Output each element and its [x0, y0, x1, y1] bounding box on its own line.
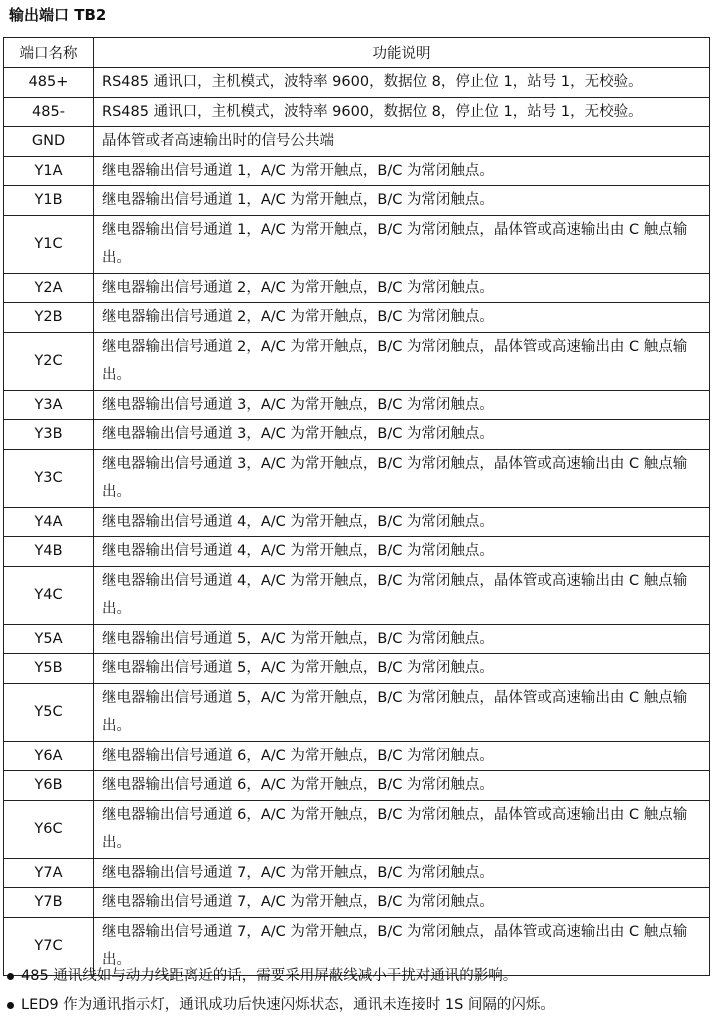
description-cell: 继电器输出信号通道 6，A/C 为常开触点，B/C 为常闭触点，晶体管或高速输出由 C 触点输出。: [94, 800, 710, 858]
note-text: LED9 作为通讯指示灯，通讯成功后快速闪烁状态，通讯未连接时 1S 间隔的闪烁。: [21, 997, 555, 1013]
port-name-cell: Y7C: [4, 917, 94, 975]
note-item: [6, 962, 710, 991]
description-cell: 继电器输出信号通道 1，A/C 为常开触点，B/C 为常闭触点，晶体管或高速输出由 C 触点输出。: [94, 215, 710, 273]
table-row: [4, 507, 710, 537]
description-cell: 继电器输出信号通道 7，A/C 为常开触点，B/C 为常闭触点。: [94, 858, 710, 888]
output-port-table: [3, 37, 710, 976]
table-row: [4, 273, 710, 303]
port-name-cell: Y5A: [4, 624, 94, 654]
table-row: [4, 741, 710, 771]
description-cell: 继电器输出信号通道 3，A/C 为常开触点，B/C 为常闭触点，晶体管或高速输出由 C 触点输出。: [94, 449, 710, 507]
table-row: [4, 624, 710, 654]
table-row: [4, 68, 710, 98]
description-cell: 继电器输出信号通道 6，A/C 为常开触点，B/C 为常闭触点。: [94, 771, 710, 801]
notes-list: [6, 962, 710, 1020]
port-name-cell: Y3C: [4, 449, 94, 507]
table-row: [4, 215, 710, 273]
port-name-cell: Y3B: [4, 420, 94, 450]
port-name-cell: Y2C: [4, 332, 94, 390]
table-row: [4, 858, 710, 888]
table-row: [4, 97, 710, 127]
table-row: [4, 420, 710, 450]
description-cell: 继电器输出信号通道 4，A/C 为常开触点，B/C 为常闭触点。: [94, 507, 710, 537]
note-text: 485 通讯线如与动力线距离近的话，需要采用屏蔽线减小干扰对通讯的影响。: [21, 968, 518, 984]
description-cell: 继电器输出信号通道 2，A/C 为常开触点，B/C 为常闭触点。: [94, 273, 710, 303]
table-row: [4, 127, 710, 157]
table-row: [4, 449, 710, 507]
table-row: [4, 537, 710, 567]
table-header-row: [4, 38, 710, 68]
port-name-cell: Y4C: [4, 566, 94, 624]
description-cell: RS485 通讯口，主机模式，波特率 9600，数据位 8，停止位 1，站号 1，无校验。: [94, 97, 710, 127]
description-cell: RS485 通讯口，主机模式，波特率 9600，数据位 8，停止位 1，站号 1，无校验。: [94, 68, 710, 98]
port-name-cell: Y5C: [4, 683, 94, 741]
description-cell: 继电器输出信号通道 2，A/C 为常开触点，B/C 为常闭触点。: [94, 303, 710, 333]
description-cell: 继电器输出信号通道 4，A/C 为常开触点，B/C 为常闭触点，晶体管或高速输出由 C 触点输出。: [94, 566, 710, 624]
port-name-cell: Y6B: [4, 771, 94, 801]
port-name-cell: 485+: [4, 68, 94, 98]
description-cell: 晶体管或者高速输出时的信号公共端: [94, 127, 710, 157]
description-cell: 继电器输出信号通道 7，A/C 为常开触点，B/C 为常闭触点，晶体管或高速输出由 C 触点输出。: [94, 917, 710, 975]
port-name-cell: Y7A: [4, 858, 94, 888]
table-row: [4, 771, 710, 801]
table-row: [4, 303, 710, 333]
table-row: [4, 654, 710, 684]
table-row: [4, 186, 710, 216]
port-name-cell: Y7B: [4, 888, 94, 918]
port-name-cell: Y4A: [4, 507, 94, 537]
description-cell: 继电器输出信号通道 5，A/C 为常开触点，B/C 为常闭触点。: [94, 654, 710, 684]
description-cell: 继电器输出信号通道 1，A/C 为常开触点，B/C 为常闭触点。: [94, 156, 710, 186]
table-row: [4, 800, 710, 858]
header-port-name: 端口名称: [4, 38, 94, 68]
port-name-cell: Y2B: [4, 303, 94, 333]
table-row: [4, 390, 710, 420]
description-cell: 继电器输出信号通道 6，A/C 为常开触点，B/C 为常闭触点。: [94, 741, 710, 771]
description-cell: 继电器输出信号通道 3，A/C 为常开触点，B/C 为常闭触点。: [94, 420, 710, 450]
description-cell: 继电器输出信号通道 2，A/C 为常开触点，B/C 为常闭触点，晶体管或高速输出由 C 触点输出。: [94, 332, 710, 390]
port-name-cell: Y2A: [4, 273, 94, 303]
header-description: 功能说明: [94, 38, 710, 68]
port-name-cell: Y4B: [4, 537, 94, 567]
section-title: 输出端口 TB2: [9, 6, 107, 24]
port-name-cell: Y6A: [4, 741, 94, 771]
description-cell: 继电器输出信号通道 4，A/C 为常开触点，B/C 为常闭触点。: [94, 537, 710, 567]
table-row: [4, 566, 710, 624]
port-name-cell: 485-: [4, 97, 94, 127]
port-name-cell: Y6C: [4, 800, 94, 858]
description-cell: 继电器输出信号通道 5，A/C 为常开触点，B/C 为常闭触点，晶体管或高速输出由 C 触点输出。: [94, 683, 710, 741]
table-row: [4, 683, 710, 741]
port-name-cell: Y1A: [4, 156, 94, 186]
table-row: [4, 332, 710, 390]
bullet-icon: [7, 973, 14, 980]
port-name-cell: GND: [4, 127, 94, 157]
description-cell: 继电器输出信号通道 5，A/C 为常开触点，B/C 为常闭触点。: [94, 624, 710, 654]
description-cell: 继电器输出信号通道 1，A/C 为常开触点，B/C 为常闭触点。: [94, 186, 710, 216]
port-name-cell: Y1B: [4, 186, 94, 216]
port-name-cell: Y5B: [4, 654, 94, 684]
description-cell: 继电器输出信号通道 3，A/C 为常开触点，B/C 为常闭触点。: [94, 390, 710, 420]
port-name-cell: Y3A: [4, 390, 94, 420]
table-row: [4, 156, 710, 186]
bullet-icon: [7, 1002, 14, 1009]
note-item: [6, 991, 710, 1020]
port-name-cell: Y1C: [4, 215, 94, 273]
table-row: [4, 888, 710, 918]
description-cell: 继电器输出信号通道 7，A/C 为常开触点，B/C 为常闭触点。: [94, 888, 710, 918]
